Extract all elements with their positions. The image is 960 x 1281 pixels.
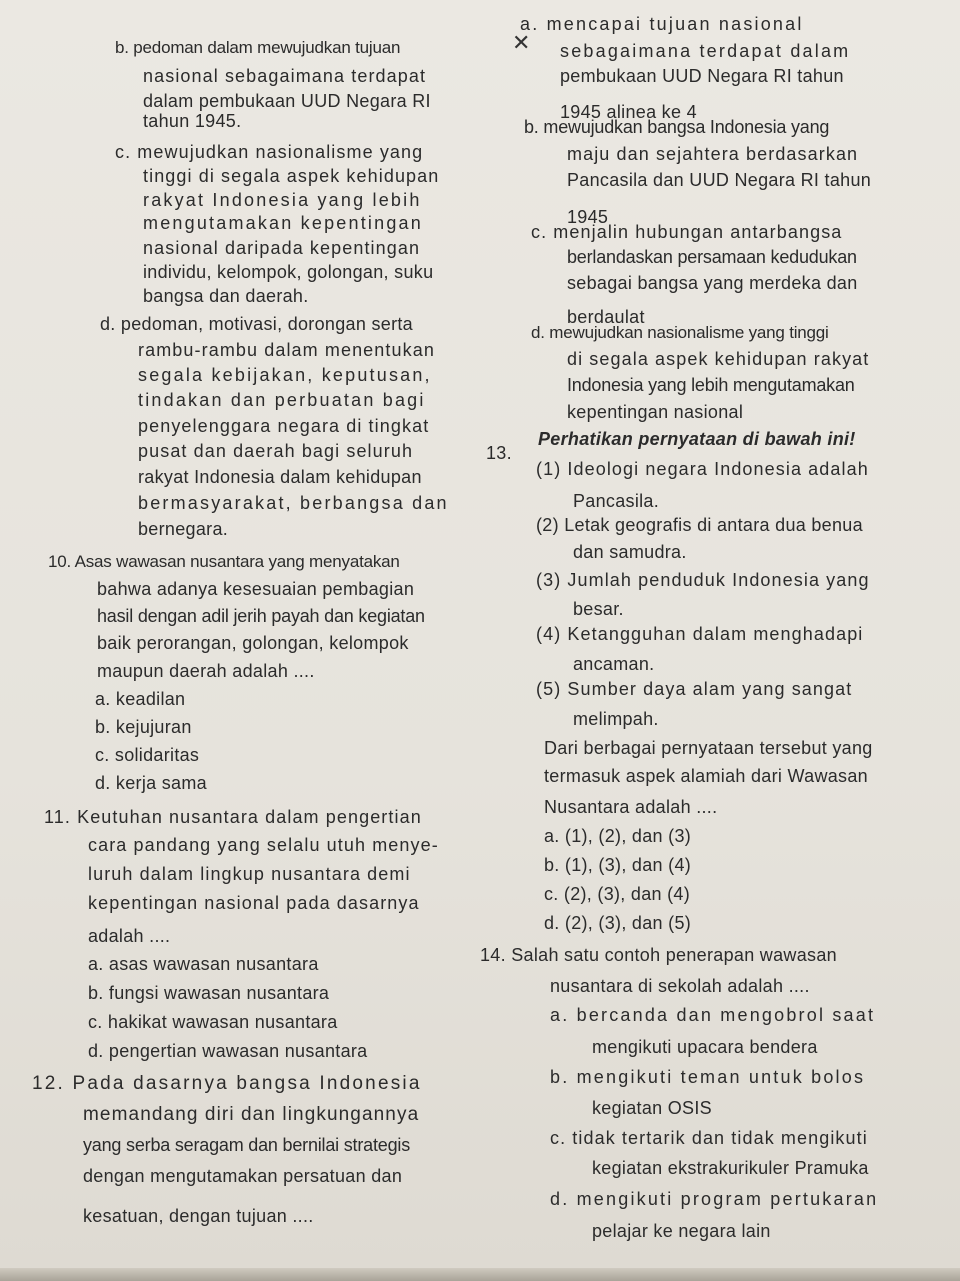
page-bottom-edge	[0, 1268, 960, 1281]
text-line: rambu-rambu dalam menentukan	[138, 340, 435, 360]
statement: melimpah.	[573, 709, 659, 729]
answer-option[interactable]: d. pengertian wawasan nusantara	[88, 1041, 368, 1061]
text-line: bermasyarakat, berbangsa dan	[138, 493, 449, 513]
text-line: rakyat Indonesia yang lebih	[143, 190, 422, 210]
question-title: Perhatikan pernyataan di bawah ini!	[538, 429, 856, 449]
question-stem: bahwa adanya kesesuaian pembagian	[97, 579, 415, 599]
text-line: segala kebijakan, keputusan,	[138, 365, 432, 385]
answer-option[interactable]: a. bercanda dan mengobrol saat	[550, 1005, 876, 1025]
answer-option-continued: kegiatan ekstrakurikuler Pramuka	[592, 1158, 869, 1178]
statement: (1) Ideologi negara Indonesia adalah	[536, 459, 869, 479]
text-line: tinggi di segala aspek kehidupan	[143, 166, 440, 186]
text-line: Pancasila dan UUD Negara RI tahun	[567, 170, 872, 190]
question-stem: termasuk aspek alamiah dari Wawasan	[544, 766, 868, 786]
text-line: pusat dan daerah bagi seluruh	[138, 441, 414, 461]
question-stem: Dari berbagai pernyataan tersebut yang	[544, 738, 873, 758]
text-line: dalam pembukaan UUD Negara RI	[143, 91, 431, 111]
answer-option[interactable]: d. kerja sama	[95, 773, 207, 793]
statement: (3) Jumlah penduduk Indonesia yang	[536, 570, 870, 590]
answer-option[interactable]: c. hakikat wawasan nusantara	[88, 1012, 338, 1032]
text-line: bangsa dan daerah.	[143, 286, 309, 306]
text-line: rakyat Indonesia dalam kehidupan	[138, 467, 422, 487]
statement: (4) Ketangguhan dalam menghadapi	[536, 624, 864, 644]
statement: besar.	[573, 599, 624, 619]
question-stem: adalah ....	[88, 926, 171, 946]
text-line: individu, kelompok, golongan, suku	[143, 262, 434, 282]
text-line: pembukaan UUD Negara RI tahun	[560, 66, 844, 86]
text-line: berlandaskan persamaan kedudukan	[567, 247, 857, 267]
text-line: c. menjalin hubungan antarbangsa	[531, 222, 843, 242]
text-line: b. mewujudkan bangsa Indonesia yang	[524, 117, 830, 137]
answer-option[interactable]: b. kejujuran	[95, 717, 192, 737]
text-line: c. mewujudkan nasionalisme yang	[115, 142, 424, 162]
answer-option[interactable]: b. mengikuti teman untuk bolos	[550, 1067, 866, 1087]
answer-option[interactable]: a. (1), (2), dan (3)	[544, 826, 692, 846]
statement: Pancasila.	[573, 491, 660, 511]
answer-option[interactable]: d. mengikuti program pertukaran	[550, 1189, 879, 1209]
text-line: tindakan dan perbuatan bagi	[138, 390, 426, 410]
text-line: mengutamakan kepentingan	[143, 213, 423, 233]
text-line: nasional sebagaimana terdapat	[143, 66, 427, 86]
question-stem: 12. Pada dasarnya bangsa Indonesia	[32, 1073, 422, 1094]
text-line: maju dan sejahtera berdasarkan	[567, 144, 859, 164]
text-line: Indonesia yang lebih mengutamakan	[567, 375, 855, 395]
text-line: 1945	[567, 207, 609, 227]
text-line: d. mewujudkan nasionalisme yang tinggi	[531, 323, 829, 342]
cross-mark-icon: ✕	[512, 30, 531, 55]
question-stem: cara pandang yang selalu utuh menye-	[88, 835, 439, 855]
text-line: tahun 1945.	[143, 111, 242, 131]
answer-option[interactable]: c. (2), (3), dan (4)	[544, 884, 691, 904]
text-line: b. pedoman dalam mewujudkan tujuan	[115, 38, 401, 57]
text-line: penyelenggara negara di tingkat	[138, 416, 430, 436]
text-line: 1945 alinea ke 4	[560, 102, 697, 122]
text-line: d. pedoman, motivasi, dorongan serta	[100, 314, 413, 334]
text-line: nasional daripada kepentingan	[143, 238, 421, 258]
text-line: kepentingan nasional	[567, 402, 744, 422]
question-stem: memandang diri dan lingkungannya	[83, 1104, 420, 1125]
statement: (2) Letak geografis di antara dua benua	[536, 515, 863, 535]
answer-option[interactable]: b. (1), (3), dan (4)	[544, 855, 692, 875]
question-stem: nusantara di sekolah adalah ....	[550, 976, 810, 996]
question-stem: hasil dengan adil jerih payah dan kegiatan	[97, 606, 425, 626]
text-line: a. mencapai tujuan nasional	[520, 14, 804, 34]
question-stem: baik perorangan, golongan, kelompok	[97, 633, 409, 653]
text-line: sebagai bangsa yang merdeka dan	[567, 273, 858, 293]
question-stem: yang serba seragam dan bernilai strategis	[83, 1135, 410, 1155]
question-stem: kepentingan nasional pada dasarnya	[88, 893, 420, 913]
answer-option-continued: pelajar ke negara lain	[592, 1221, 771, 1241]
statement: (5) Sumber daya alam yang sangat	[536, 679, 853, 699]
question-stem: 10. Asas wawasan nusantara yang menyatakan	[48, 552, 400, 571]
answer-option[interactable]: b. fungsi wawasan nusantara	[88, 983, 330, 1003]
text-line: sebagaimana terdapat dalam	[560, 41, 851, 61]
question-stem: Nusantara adalah ....	[544, 797, 718, 817]
question-stem: maupun daerah adalah ....	[97, 661, 315, 681]
question-stem: luruh dalam lingkup nusantara demi	[88, 864, 411, 884]
text-line: di segala aspek kehidupan rakyat	[567, 349, 870, 369]
answer-option[interactable]: c. solidaritas	[95, 745, 200, 765]
question-stem: kesatuan, dengan tujuan ....	[83, 1206, 314, 1226]
answer-option-continued: mengikuti upacara bendera	[592, 1037, 818, 1057]
question-stem: dengan mengutamakan persatuan dan	[83, 1166, 403, 1186]
text-line: bernegara.	[138, 519, 229, 539]
text-line: berdaulat	[567, 307, 645, 327]
statement: ancaman.	[573, 654, 655, 674]
answer-option[interactable]: a. keadilan	[95, 689, 186, 709]
question-number: 13.	[486, 443, 512, 463]
question-stem: 11. Keutuhan nusantara dalam pengertian	[44, 807, 422, 827]
question-stem: 14. Salah satu contoh penerapan wawasan	[480, 945, 837, 965]
answer-option[interactable]: d. (2), (3), dan (5)	[544, 913, 692, 933]
statement: dan samudra.	[573, 542, 687, 562]
answer-option[interactable]: a. asas wawasan nusantara	[88, 954, 319, 974]
answer-option[interactable]: c. tidak tertarik dan tidak mengikuti	[550, 1128, 868, 1148]
answer-option-continued: kegiatan OSIS	[592, 1098, 712, 1118]
